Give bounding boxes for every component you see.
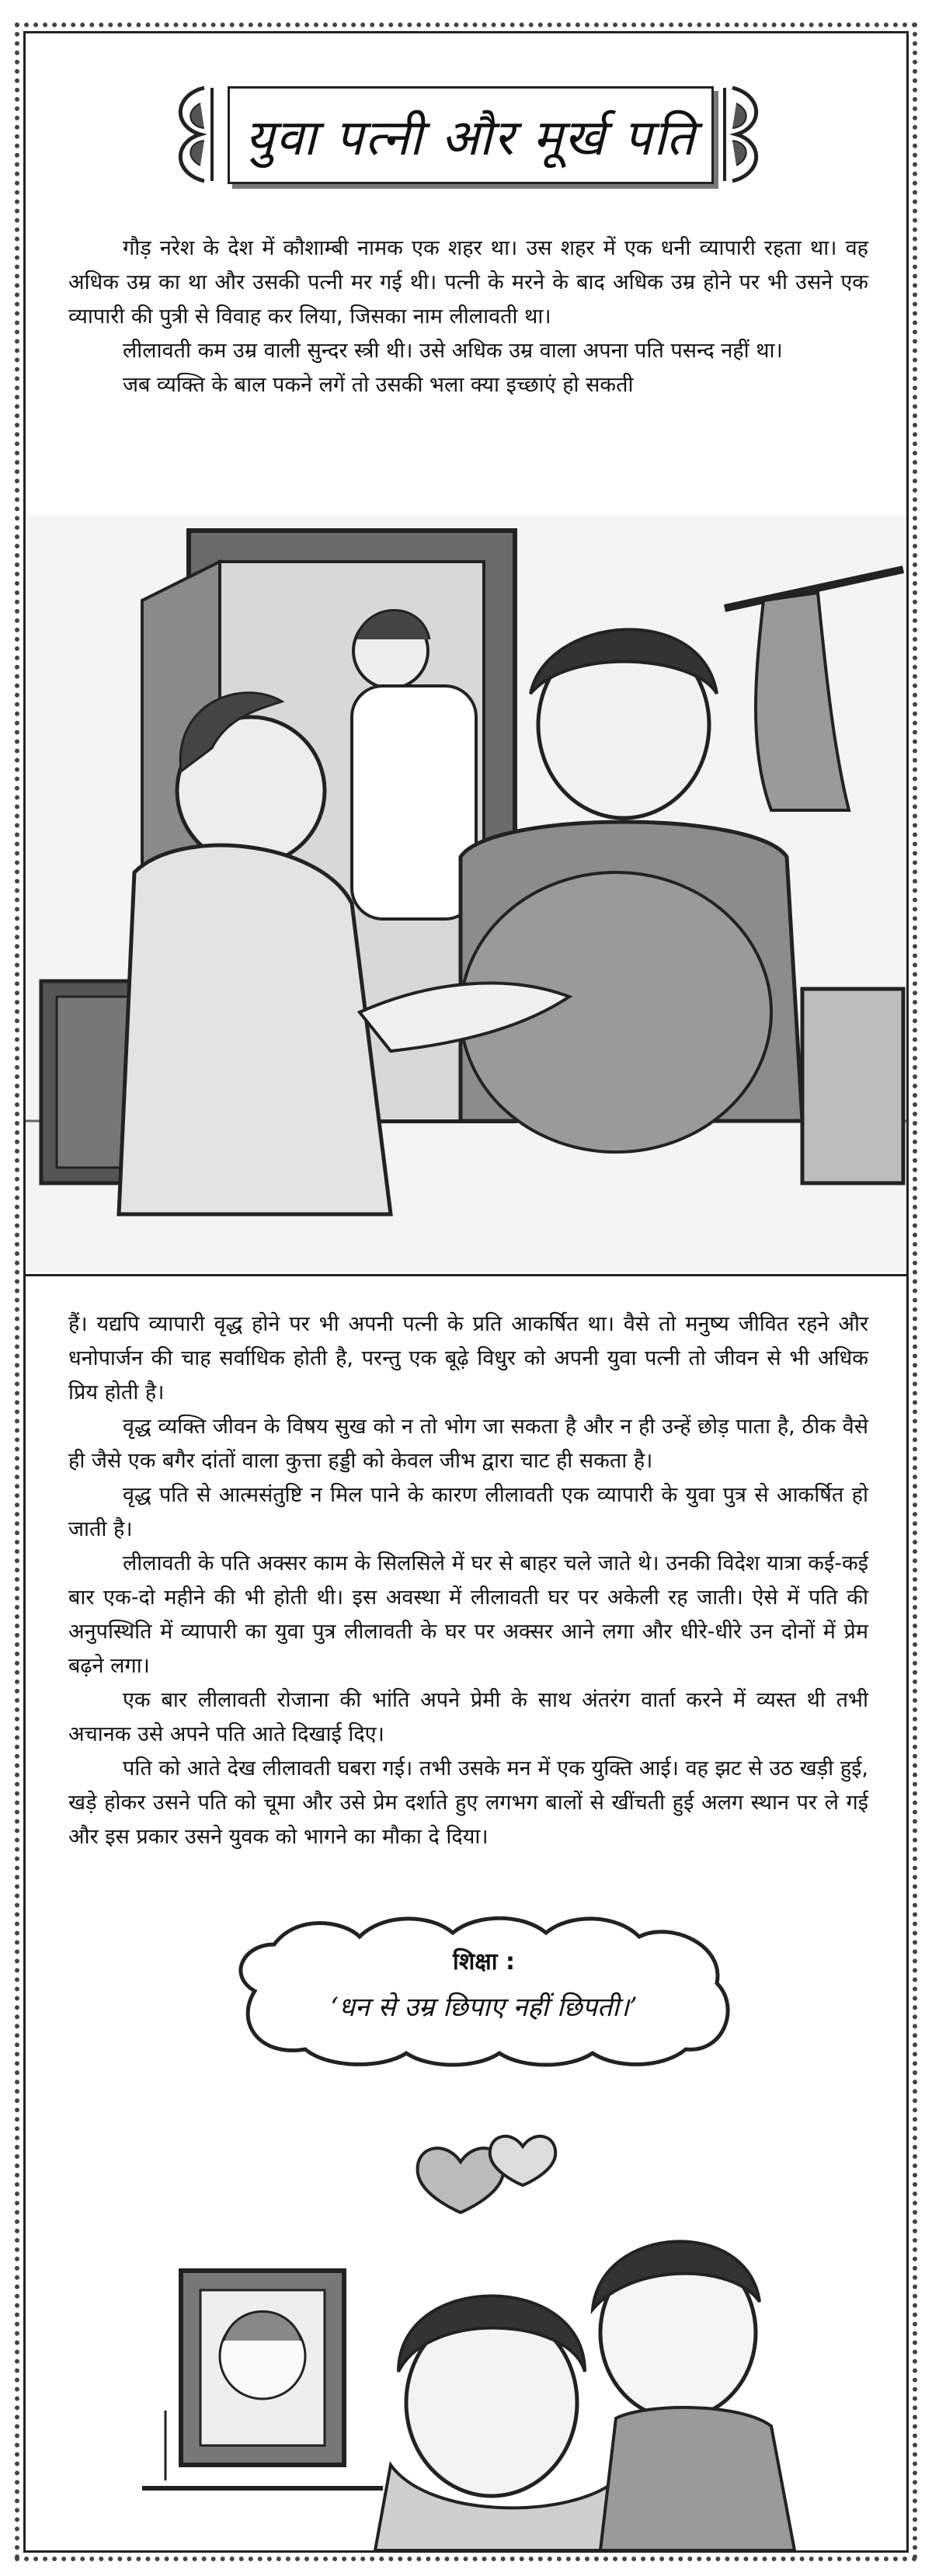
paragraph: लीलावती कम उम्र वाली सुन्दर स्त्री थी। उसे अधिक उम्र वाला अपना पति पसन्द नहीं था। — [123, 339, 783, 363]
left-scroll-ornament-icon — [158, 80, 228, 189]
top-panel — [26, 33, 906, 1276]
moral-text: ‘धन से उम्र छिपाए नहीं छिपती।’ — [330, 1992, 638, 2023]
title-box — [228, 86, 714, 184]
bottom-panel — [26, 1276, 906, 2555]
couple-illustration — [26, 2115, 906, 2550]
paragraph: लीलावती के पति अक्सर काम के सिलसिले में घर से बाहर चले जाते थे। उनकी विदेश यात्रा कई-कई बार एक-दो महीने की भी होती थी। इस अवस्था में लीलावती घर पर अकेली रह जाती। ऐसे में पति की अनुपस्थिति में व्यापारी का युवा पुत्र लीलावती के घर पर अक्सर आने लगा और धीरे-धीरे उन दोनों में प्रेम बढ़ने लगा। — [68, 1551, 868, 1678]
bottom-text — [68, 1307, 868, 1854]
paragraph: वृद्ध व्यक्ति जीवन के विषय सुख को न तो भोग जा सकता है और न ही उन्हें छोड़ पाता है, ठीक वैसे ही जैसे एक बगैर दांतों वाला कुत्ता हड्डी को केवल जीभ द्वारा चाट ही सकता है। — [68, 1415, 868, 1473]
top-text — [68, 231, 868, 402]
paragraph: एक बार लीलावती रोजाना की भांति अपने प्रेमी के साथ अंतरंग वार्ता करने में व्यस्त थी तभी अचानक उसे अपने पति आते दिखाई दिए। — [68, 1688, 868, 1746]
paragraph: जब व्यक्ति के बाल पकने लगें तो उसकी भला क्या इच्छाएं हो सकती — [123, 373, 634, 397]
paragraph: गौड़ नरेश के देश में कौशाम्बी नामक एक शहर था। उस शहर में एक धनी व्यापारी रहता था। वह अधिक उम्र का था और उसकी पत्नी मर गई थी। पत्नी के मरने के बाद अधिक उम्र होने पर भी उसने एक व्यापारी की पुत्री से विवाह कर लिया, जिसका नाम लीलावती था। — [68, 236, 868, 329]
moral-bubble — [228, 1913, 740, 2069]
scene-illustration — [26, 515, 906, 1272]
story-page — [23, 31, 909, 2553]
paragraph: पति को आते देख लीलावती घबरा गई। तभी उसके मन में एक युक्ति आई। वह झट से उठ खड़ी हुई, खड़े होकर उसने पति को चूमा और उसे प्रेम दर्शाते हुए लगभग बालों से खींचती हुई अलग स्थान पर ले गई और इस प्रकार उसने युवक को भागने का मौका दे दिया। — [68, 1756, 868, 1849]
story-title: युवा पत्नी और मूर्ख पति — [245, 109, 697, 167]
right-scroll-ornament-icon — [709, 80, 779, 189]
title-banner — [158, 80, 779, 197]
paragraph: वृद्ध पति से आत्मसंतुष्टि न मिल पाने के कारण लीलावती एक व्यापारी के युवा पुत्र से आकर्षित हो जाती है। — [68, 1483, 868, 1541]
paragraph: हैं। यद्यपि व्यापारी वृद्ध होने पर भी अपनी पत्नी के प्रति आकर्षित था। वैसे तो मनुष्य जीवित रहने और धनोपार्जन की चाह सर्वाधिक होती है, परन्तु एक बूढ़े विधुर को अपनी युवा पत्नी तो जीवन से भी अधिक प्रिय होती है। — [68, 1312, 868, 1405]
moral-label: शिक्षा : — [453, 1948, 515, 1976]
